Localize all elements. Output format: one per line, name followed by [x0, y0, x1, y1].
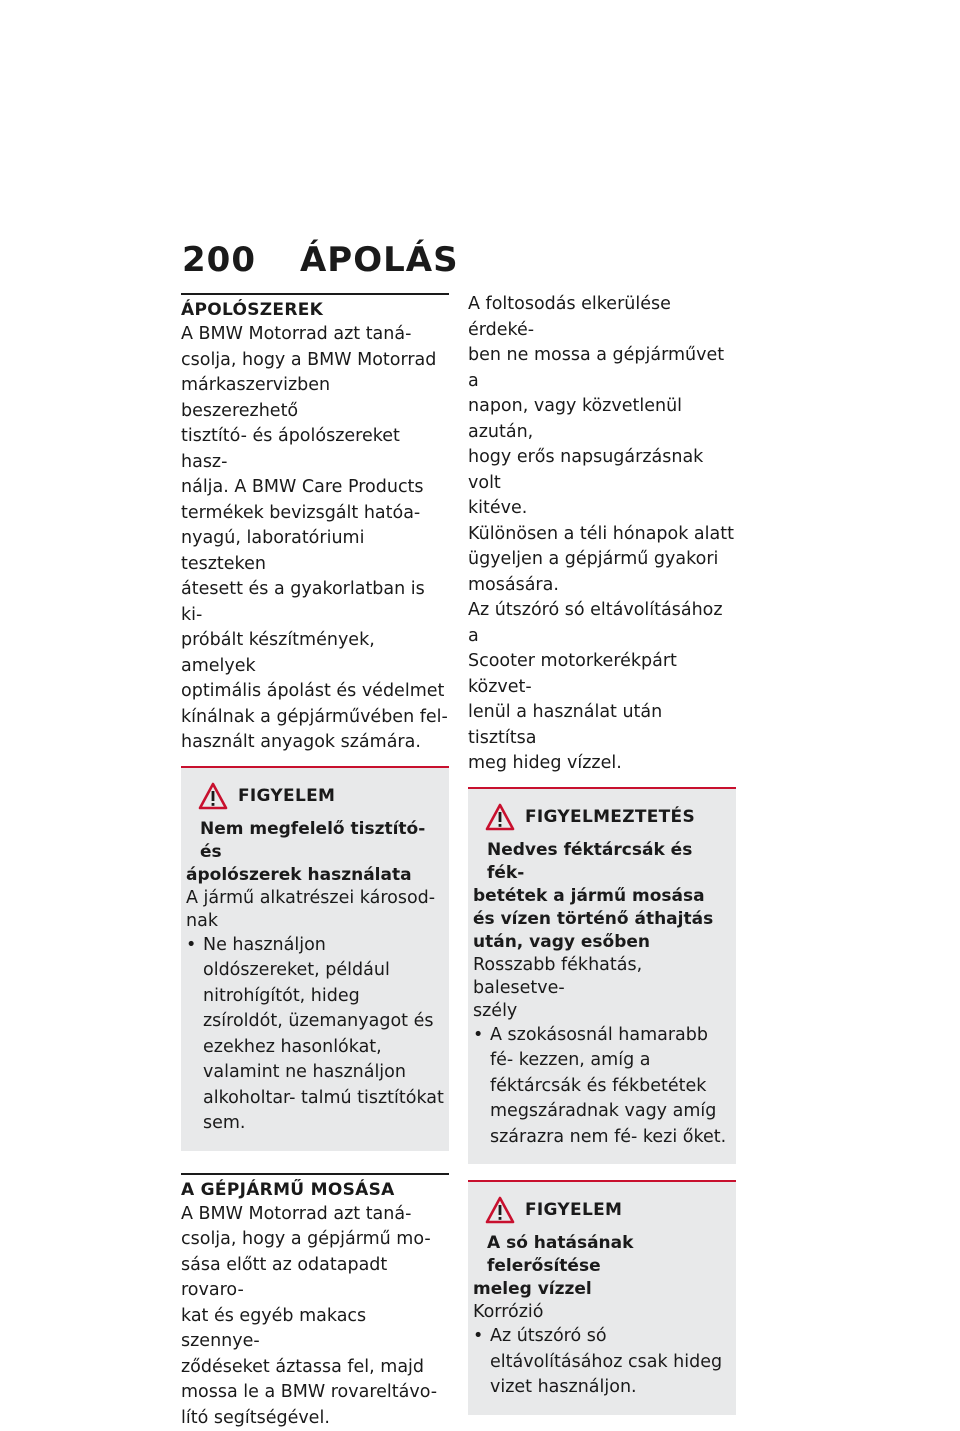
- warning-effect-line: szély: [473, 1000, 731, 1023]
- text-line: ügyeljen a gépjármű gyakori: [468, 547, 736, 573]
- chapter-title: ÁPOLÁS: [300, 240, 459, 280]
- text-line: sása előtt az odatapadt rovaro-: [181, 1253, 449, 1304]
- warning-condition: [186, 818, 444, 887]
- text-line: optimális ápolást és védelmet: [181, 679, 449, 705]
- text-line: hogy erős napsugárzásnak volt: [468, 445, 736, 496]
- warning-title: FIGYELEM: [238, 786, 335, 806]
- warning-effect-line: nak: [186, 910, 444, 933]
- text-line: A foltosodás elkerülése érdeké-: [468, 292, 736, 343]
- warning-measures-list: [473, 1023, 731, 1151]
- text-line: mossa le a BMW rovareltávo-: [181, 1380, 449, 1406]
- text-line: kat és egyéb makacs szennye-: [181, 1304, 449, 1355]
- text-line: mosására.: [468, 573, 736, 599]
- text-line: használt anyagok számára.: [181, 730, 449, 756]
- warning-condition-line: ápolószerek használata: [186, 864, 444, 887]
- warning-title: FIGYELMEZTETÉS: [525, 807, 695, 827]
- section-title-care-products: ÁPOLÓSZEREK: [181, 293, 449, 320]
- text-line: lenül a használat után tisztítsa: [468, 700, 736, 751]
- text-line: csolja, hogy a BMW Motorrad: [181, 348, 449, 374]
- warning-condition: [473, 1232, 731, 1301]
- page-number: 200: [182, 240, 256, 280]
- left-column: [181, 293, 449, 1431]
- warning-effect: [473, 954, 731, 1023]
- list-item: • Az útszóró só eltávolításához csak hideg vizet használjon.: [473, 1324, 731, 1401]
- text-line: termékek bevizsgált hatóa-: [181, 501, 449, 527]
- text-line: Különösen a téli hónapok alatt: [468, 522, 736, 548]
- text-line: meg hideg vízzel.: [468, 751, 736, 777]
- text-line: lító segítségével.: [181, 1406, 449, 1431]
- text-line: márkaszervizben beszerezhető: [181, 373, 449, 424]
- text-line: napon, vagy közvetlenül azután,: [468, 394, 736, 445]
- warning-effect-line: Korrózió: [473, 1301, 731, 1324]
- text-line: kínálnak a gépjárművében fel-: [181, 705, 449, 731]
- list-item: • A szokásosnál hamarabb fé- kezzen, amíg a féktárcsák és fékbetétek megszáradnak vagy amíg szárazra nem fé- kezi őket.: [473, 1023, 731, 1151]
- text-line: átesett és a gyakorlatban is ki-: [181, 577, 449, 628]
- page-header: [182, 240, 459, 280]
- warning-header: [485, 1196, 731, 1224]
- warning-header: [198, 782, 444, 810]
- warning-condition-line: meleg vízzel: [473, 1278, 731, 1301]
- warning-condition-line: Nedves féktárcsák és fék-: [473, 839, 731, 885]
- text-line: Scooter motorkerékpárt közvet-: [468, 649, 736, 700]
- right-column: [468, 292, 736, 1415]
- text-line: ződéseket áztassa fel, majd: [181, 1355, 449, 1381]
- warning-condition-line: A só hatásának felerősítése: [473, 1232, 731, 1278]
- warning-condition-line: betétek a jármű mosása és vízen történő áthajtás után, vagy esőben: [473, 885, 731, 954]
- warning-effect-line: A jármű alkatrészei károsod-: [186, 887, 444, 910]
- text-line: Az útszóró só eltávolításához a: [468, 598, 736, 649]
- warning-box-cleaning-agents: [181, 766, 449, 1151]
- text-line: csolja, hogy a gépjármű mo-: [181, 1227, 449, 1253]
- text-line: nyagú, laboratóriumi teszteken: [181, 526, 449, 577]
- text-line: A BMW Motorrad azt taná-: [181, 1202, 449, 1228]
- warning-measures-list: [473, 1324, 731, 1401]
- text-line: ben ne mossa a gépjárművet a: [468, 343, 736, 394]
- warning-effect-line: Rosszabb fékhatás, balesetve-: [473, 954, 731, 1000]
- text-line: A BMW Motorrad azt taná-: [181, 322, 449, 348]
- section-title-washing: A GÉPJÁRMŰ MOSÁSA: [181, 1173, 449, 1200]
- warning-condition-line: Nem megfelelő tisztító- és: [186, 818, 444, 864]
- text-line: nálja. A BMW Care Products: [181, 475, 449, 501]
- text-line: próbált készítmények, amelyek: [181, 628, 449, 679]
- washing-continued-text: [468, 292, 736, 777]
- warning-triangle-icon: [485, 803, 515, 831]
- text-line: kitéve.: [468, 496, 736, 522]
- warning-box-salt: [468, 1180, 736, 1415]
- warning-box-wet-brakes: [468, 787, 736, 1165]
- warning-title: FIGYELEM: [525, 1200, 622, 1220]
- care-products-text: [181, 322, 449, 756]
- text-line: tisztító- és ápolószereket hasz-: [181, 424, 449, 475]
- warning-header: [485, 803, 731, 831]
- list-item: • Ne használjon oldószereket, például nitrohígítót, hideg zsíroldót, üzemanyagot és ezekhez hasonlókat, valamint ne használjon alkoholtar- talmú tisztítókat sem.: [186, 933, 444, 1137]
- warning-effect: [473, 1301, 731, 1324]
- warning-triangle-icon: [485, 1196, 515, 1224]
- washing-text: [181, 1202, 449, 1431]
- warning-triangle-icon: [198, 782, 228, 810]
- warning-effect: [186, 887, 444, 933]
- warning-measures-list: [186, 933, 444, 1137]
- warning-condition: [473, 839, 731, 954]
